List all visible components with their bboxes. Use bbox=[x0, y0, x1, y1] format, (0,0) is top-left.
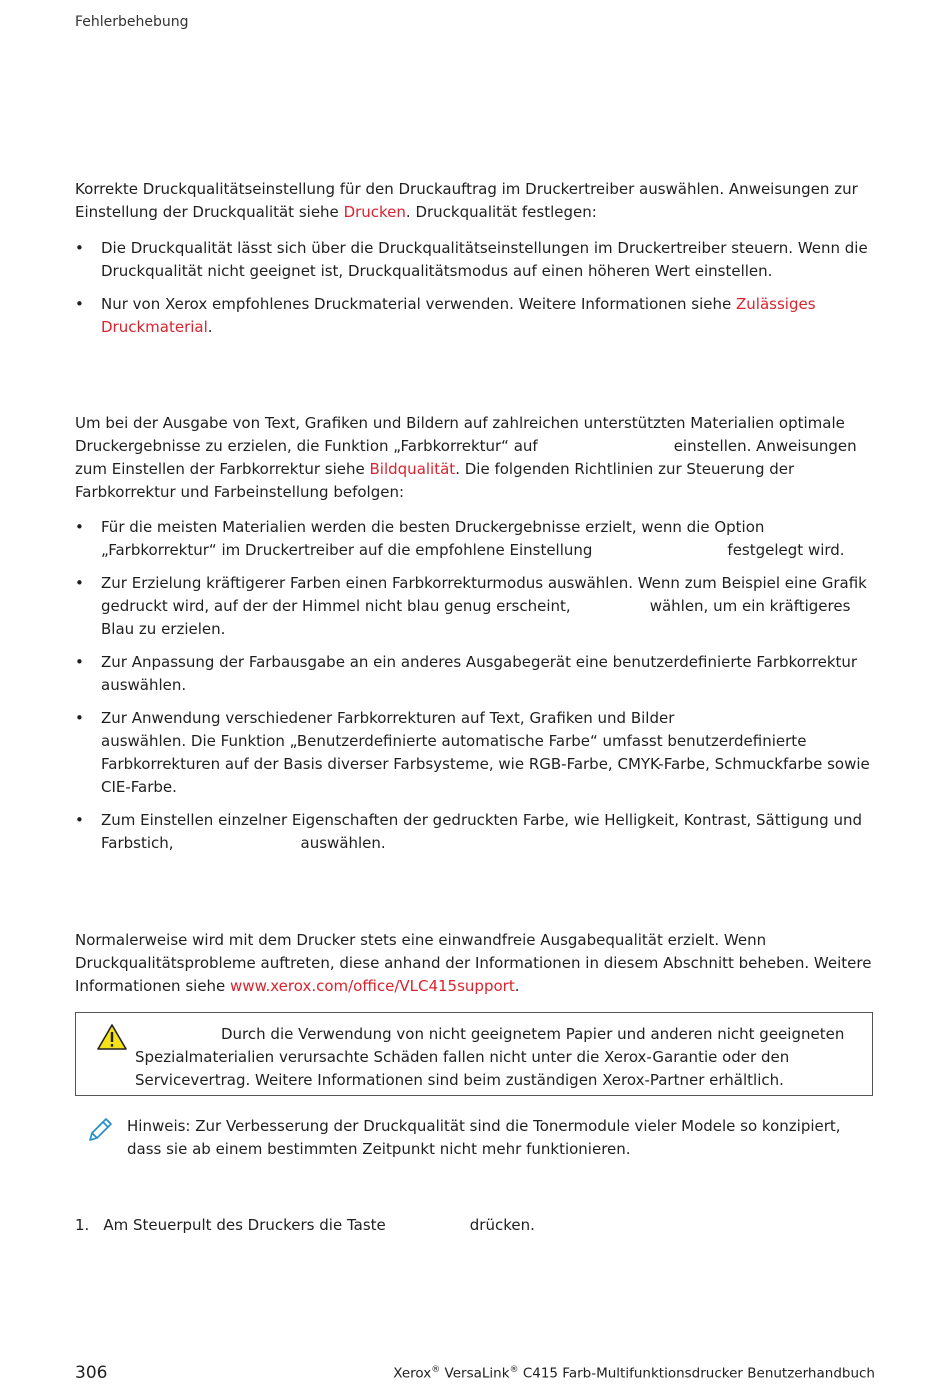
quality-bullets bbox=[75, 237, 875, 349]
footer-title-rest: C415 Farb-Multifunktionsdrucker Benutzerhandbuch bbox=[518, 1365, 875, 1382]
step-number: 1. bbox=[75, 1216, 90, 1234]
warning-icon bbox=[96, 1023, 128, 1051]
step-1 bbox=[75, 1214, 535, 1237]
running-header: Fehlerbehebung bbox=[75, 14, 189, 30]
color-intro-text: Um bei der Ausgabe von Text, Grafiken und Bildern auf zahlreichen unterstützten Materialien optimale Druckergebnisse zu erzielen, die Funktion „Farbkorrektur“ auf bbox=[75, 414, 845, 455]
bullet-text: Zur Anwendung verschiedener Farbkorrekturen auf Text, Grafiken und Bilder bbox=[101, 709, 675, 727]
color-intro bbox=[75, 412, 875, 504]
bullet-text: Nur von Xerox empfohlenes Druckmaterial verwenden. Weitere Informationen siehe bbox=[101, 295, 737, 313]
troubleshoot-intro bbox=[75, 929, 875, 998]
list-item: • Zur Anwendung verschiedener Farbkorrekturen auf Text, Grafiken und Bilderauswählen. Die Funktion „Benutzerdefinierte automatische Farbe“ umfasst benutzerdefinierte Farbkorrekturen auf der Basis diverser Farbsysteme, wie RGB-Farbe, CMYK-Farbe, Schmuckfarbe sowie CIE-Farbe. bbox=[75, 709, 870, 796]
bullet-text-end: auswählen. bbox=[300, 834, 386, 852]
quality-intro bbox=[75, 178, 875, 224]
bullet-text-end: festgelegt wird. bbox=[727, 541, 845, 559]
quality-intro-text-end: . Druckqualität festlegen: bbox=[405, 203, 597, 221]
list-item: • Für die meisten Materialien werden die besten Druckergebnisse erzielt, wenn die Option „Farbkorrektur“ im Druckertreiber auf die empfohlene Einstellung festgelegt wird. bbox=[75, 518, 845, 559]
footer-product: VersaLink bbox=[440, 1365, 510, 1382]
bullet-text: Für die meisten Materialien werden die besten Druckergebnisse erzielt, wenn die Option „Farbkorrektur“ im Druckertreiber auf die empfohlene Einstellung bbox=[101, 518, 765, 559]
drucken-link[interactable]: Drucken bbox=[343, 203, 406, 221]
quality-intro-text: Korrekte Druckqualitätseinstellung für den Druckauftrag im Druckertreiber auswählen. Anweisungen zur Einstellung der Druckqualität siehe bbox=[75, 180, 858, 221]
color-intro-text-3: . Die folgenden Richtlinien zur Steuerung der Farbkorrektur und Farbeinstellung befolgen: bbox=[75, 460, 795, 501]
pencil-icon bbox=[86, 1116, 114, 1144]
bildqualitaet-link[interactable]: Bildqualität bbox=[369, 460, 456, 478]
footer-title bbox=[393, 1365, 875, 1382]
bullet-text: Zur Anpassung der Farbausgabe an ein anderes Ausgabegerät eine benutzerdefinierte Farbkorrektur auswählen. bbox=[101, 653, 858, 694]
footer-brand: Xerox bbox=[393, 1365, 432, 1382]
registered-mark: ® bbox=[509, 1365, 519, 1375]
color-bullets bbox=[75, 516, 875, 865]
list-item: • Zum Einstellen einzelner Eigenschaften der gedruckten Farbe, wie Helligkeit, Kontrast, Sättigung und Farbstich, auswählen. bbox=[75, 811, 863, 852]
warning-body: Durch die Verwendung von nicht geeignetem Papier und anderen nicht geeigneten Spezialmaterialien verursachte Schäden fallen nicht unter die Xerox-Garantie oder den Servicevertrag. Weitere Informationen sind beim zuständigen Xerox-Partner erhältlich. bbox=[135, 1025, 845, 1089]
bullet-text-end: . bbox=[207, 318, 213, 336]
list-item: • Zur Erzielung kräftigerer Farben einen Farbkorrekturmodus auswählen. Wenn zum Beispiel eine Grafik gedruckt wird, auf der der Himmel nicht blau genug erscheint, wählen, um ein kräftigeres Blau zu erzielen. bbox=[75, 574, 867, 638]
warning-callout bbox=[75, 1012, 873, 1096]
bullet-text-end: wählen, um ein kräftigeres Blau zu erzielen. bbox=[101, 597, 851, 638]
troubleshoot-intro-end: . bbox=[514, 977, 520, 995]
warning-text bbox=[135, 1023, 865, 1092]
note-text: Hinweis: Zur Verbesserung der Druckqualität sind die Tonermodule vieler Modele so konzipiert, dass sie ab einem bestimmten Zeitpunkt nicht mehr funktionieren. bbox=[127, 1117, 841, 1158]
support-url-link[interactable]: www.xerox.com/office/VLC415support bbox=[230, 977, 515, 995]
list-item: • Die Druckqualität lässt sich über die Druckqualitätseinstellungen im Druckertreiber steuern. Wenn die Druckqualität nicht geeignet ist, Druckqualitätsmodus auf einen höheren Wert einstellen. bbox=[75, 239, 868, 280]
color-intro-text-2: einstellen. Anweisungen zum Einstellen der Farbkorrektur siehe bbox=[75, 437, 857, 478]
bullet-text-end: auswählen. Die Funktion „Benutzerdefinierte automatische Farbe“ umfasst benutzerdefinierte Farbkorrekturen auf der Basis diverser Farbsysteme, wie RGB-Farbe, CMYK-Farbe, Schmuckfarbe sowie CIE-Farbe. bbox=[101, 732, 870, 796]
list-item: • Nur von Xerox empfohlenes Druckmaterial verwenden. Weitere Informationen siehe Zulässiges Druckmaterial. bbox=[75, 295, 816, 336]
troubleshoot-intro-text: Normalerweise wird mit dem Drucker stets eine einwandfreie Ausgabequalität erzielt. Wenn Druckqualitätsprobleme auftreten, diese anhand der Informationen in diesem Abschnitt beheben. Weitere Informationen siehe bbox=[75, 931, 872, 995]
step-text: Am Steuerpult des Druckers die Taste bbox=[103, 1216, 386, 1234]
page-number: 306 bbox=[75, 1363, 108, 1383]
list-item: • Zur Anpassung der Farbausgabe an ein anderes Ausgabegerät eine benutzerdefinierte Farbkorrektur auswählen. bbox=[75, 653, 858, 694]
bullet-text: Die Druckqualität lässt sich über die Druckqualitätseinstellungen im Druckertreiber steuern. Wenn die Druckqualität nicht geeignet ist, Druckqualitätsmodus auf einen höheren Wert einstellen. bbox=[101, 239, 868, 280]
zulaessiges-druckmaterial-link[interactable]: Zulässiges Druckmaterial bbox=[101, 295, 816, 336]
bullet-text: Zum Einstellen einzelner Eigenschaften der gedruckten Farbe, wie Helligkeit, Kontrast, Sättigung und Farbstich, bbox=[101, 811, 863, 852]
registered-mark: ® bbox=[431, 1365, 441, 1375]
bullet-text: Zur Erzielung kräftigerer Farben einen Farbkorrekturmodus auswählen. Wenn zum Beispiel eine Grafik gedruckt wird, auf der der Himmel nicht blau genug erscheint, bbox=[101, 574, 867, 615]
step-text-end: drücken. bbox=[469, 1216, 535, 1234]
